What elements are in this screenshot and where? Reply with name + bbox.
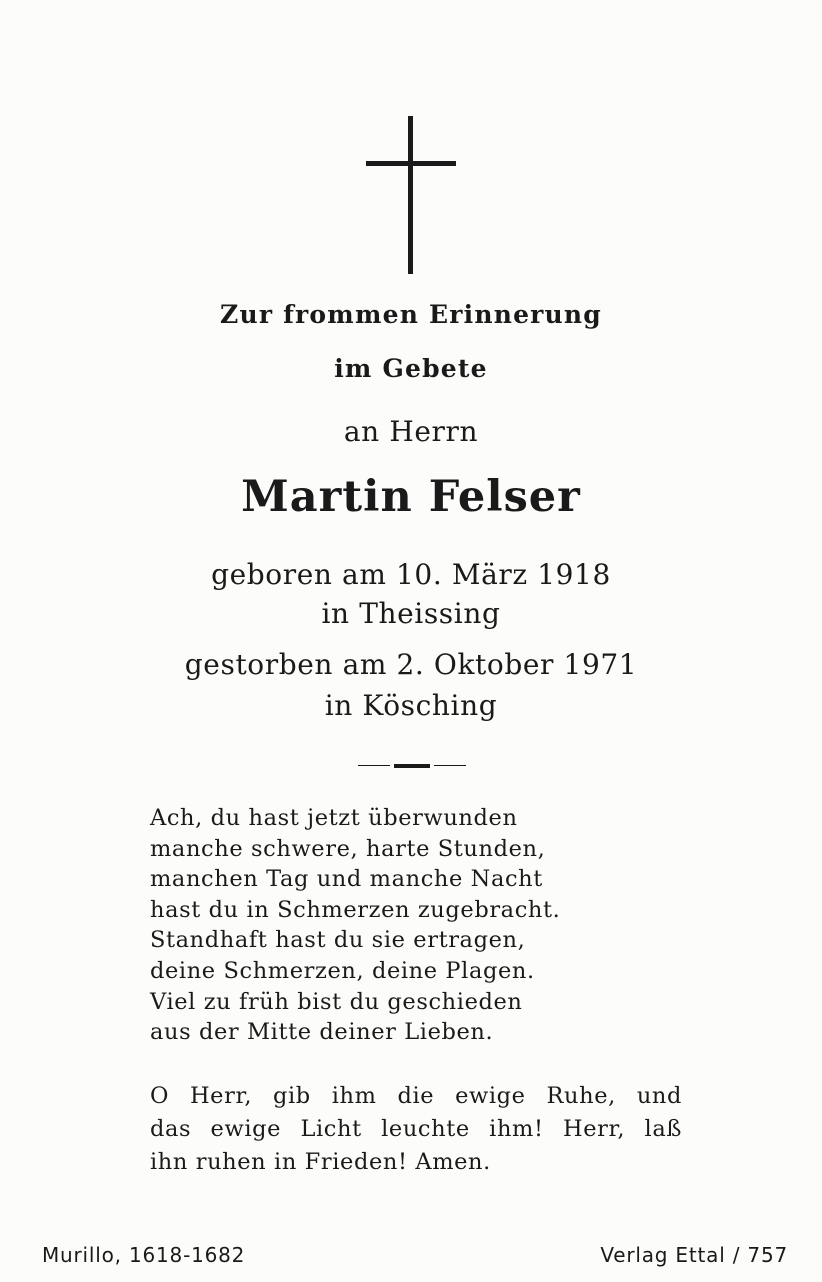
poem-line: Ach, du hast jetzt überwunden bbox=[150, 805, 518, 831]
birth-place: in Theissing bbox=[321, 597, 501, 630]
prayer-line: O Herr, gib ihm die ewige Ruhe, und bbox=[150, 1083, 682, 1109]
poem-line: aus der Mitte deiner Lieben. bbox=[150, 1019, 494, 1046]
divider-right-line bbox=[434, 765, 466, 766]
poem bbox=[150, 803, 560, 1048]
poem-line: Viel zu früh bist du geschieden bbox=[150, 988, 523, 1015]
deceased-name: Martin Felser bbox=[241, 472, 581, 522]
poem-line: manchen Tag und manche Nacht bbox=[150, 866, 543, 893]
prayer-line: das ewige Licht leuchte ihm! Herr, laß bbox=[150, 1116, 682, 1142]
poem-line: deine Schmerzen, deine Plagen. bbox=[150, 957, 535, 984]
death-date: gestorben am 2. Oktober 1971 bbox=[184, 648, 638, 681]
death-place: in Kösching bbox=[324, 689, 498, 722]
salutation: an Herrn bbox=[343, 415, 479, 448]
poem-line: hast du in Schmerzen zugebracht. bbox=[150, 896, 561, 923]
cross-icon bbox=[366, 116, 456, 274]
publisher-credit: Verlag Ettal / 757 bbox=[600, 1243, 788, 1267]
prayer-line: ihn ruhen in Frieden! Amen. bbox=[150, 1149, 491, 1175]
poem-line: Standhaft hast du sie ertragen, bbox=[150, 927, 526, 954]
prayer bbox=[150, 1080, 682, 1179]
heading-line-1: Zur frommen Erinnerung bbox=[220, 300, 602, 329]
cross-horizontal-bar bbox=[366, 161, 456, 166]
artist-credit: Murillo, 1618-1682 bbox=[42, 1243, 246, 1267]
divider-left-line bbox=[358, 765, 390, 766]
heading-line-2: im Gebete bbox=[334, 354, 488, 383]
birth-date: geboren am 10. März 1918 bbox=[211, 558, 611, 591]
cross-vertical-bar bbox=[408, 116, 413, 274]
poem-line: manche schwere, harte Stunden, bbox=[150, 835, 546, 862]
ornamental-divider bbox=[358, 764, 466, 768]
divider-center-bar bbox=[394, 764, 430, 768]
